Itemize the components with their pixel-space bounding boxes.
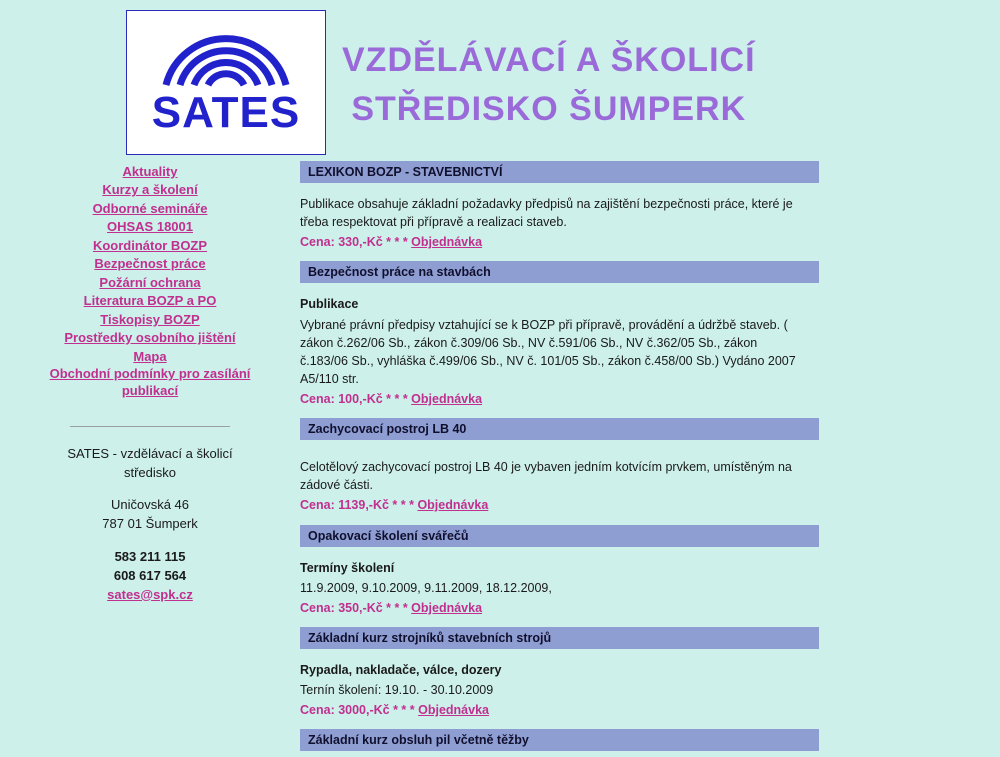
- page-header: [0, 0, 1000, 155]
- section-subheading: Publikace: [300, 297, 359, 312]
- phone-2: 608 617 564: [113, 567, 187, 583]
- page-title: [342, 36, 756, 135]
- sidebar-item-pozarni-ochrana[interactable]: Požární ochrana: [99, 274, 201, 290]
- section-body: [300, 440, 808, 518]
- order-link[interactable]: Objednávka: [411, 600, 483, 615]
- section-text: Vybrané právní předpisy vztahující se k BOZP při přípravě, provádění a údržbě staveb. ( zákon č.262/06 Sb., zákon č.309/06 Sb., NV č.591/06 Sb., NV č.362/05 Sb., zákon č.183/06 Sb., vyhláška č.499/06 Sb., NV č. 101/05 Sb., zákon č.458/00 Sb.) Vydáno 2007 A5/110 str.: [300, 317, 796, 386]
- company-phones: [50, 548, 250, 605]
- section-heading: Základní kurz obsluh pil včetně těžby: [300, 729, 819, 751]
- company-name: [50, 445, 250, 483]
- order-link[interactable]: Objednávka: [417, 498, 489, 513]
- section-text: Publikace obsahuje základní požadavky předpisů na zajištění bezpečnosti práce, které je třeba respektovat při přípravě a realizaci staveb.: [300, 197, 793, 230]
- section-zakladni-kurz-strojniku: [300, 627, 970, 723]
- price-label: Cena: 3000,-Kč * * *: [300, 703, 415, 718]
- company-line-1: SATES - vzdělávací a školicí: [67, 445, 233, 461]
- company-line-2: středisko: [123, 464, 177, 480]
- section-text: Celotělový zachycovací postroj LB 40 je vybaven jedním kotvícím prvkem, umístěným na zádové části.: [300, 460, 792, 493]
- price-label: Cena: 330,-Kč * * *: [300, 235, 408, 250]
- sidebar-item-aktuality[interactable]: Aktuality: [122, 164, 178, 179]
- sidebar-item-koordinator-bozp[interactable]: Koordinátor BOZP: [92, 237, 208, 253]
- section-lexikon-bozp: [300, 161, 970, 255]
- section-subheading: Termíny školení: [300, 560, 395, 575]
- sates-logo: [126, 10, 326, 155]
- logo-icon: [136, 19, 316, 147]
- section-heading: LEXIKON BOZP - STAVEBNICTVÍ: [300, 161, 819, 183]
- order-link[interactable]: Objednávka: [411, 392, 483, 406]
- section-zakladni-kurz-obsluh-pil: [300, 729, 970, 751]
- sidebar-item-obchodni-podminky[interactable]: Obchodní podmínky pro zasílání publikací: [49, 365, 251, 398]
- sidebar-item-literatura-bozp-a-po[interactable]: Literatura BOZP a PO: [83, 293, 217, 309]
- sidebar-item-kurzy-a-skoleni[interactable]: Kurzy a školení: [102, 182, 198, 198]
- section-price-row: [300, 701, 800, 719]
- sidebar-item-prostredky-osobniho-jisteni[interactable]: Prostředky osobního jištění: [64, 330, 236, 346]
- sidebar-item-ohsas-18001[interactable]: OHSAS 18001: [107, 219, 193, 235]
- sidebar-nav: [0, 163, 300, 400]
- main-content: [300, 155, 970, 757]
- sidebar-divider: [70, 426, 230, 427]
- section-heading: Opakovací školení svářečů: [300, 525, 819, 547]
- price-label: Cena: 1139,-Kč * * *: [300, 498, 414, 513]
- contact-block: [50, 445, 250, 605]
- section-body: [300, 183, 808, 255]
- section-zachycovaci-postroj-lb40: [300, 418, 970, 518]
- section-heading: Zachycovací postroj LB 40: [300, 418, 819, 440]
- section-text: Ternín školení: 19.10. - 30.10.2009: [300, 683, 494, 697]
- section-price-row: [300, 233, 800, 251]
- section-price-row: [300, 599, 800, 617]
- email-link[interactable]: sates@spk.cz: [107, 586, 193, 602]
- sidebar: [0, 155, 300, 619]
- section-price-row: [300, 496, 800, 514]
- section-text: 11.9.2009, 9.10.2009, 9.11.2009, 18.12.2009,: [300, 580, 552, 595]
- phone-1: 583 211 115: [114, 549, 186, 565]
- title-line-2: STŘEDISKO ŠUMPERK: [351, 90, 747, 129]
- order-link[interactable]: Objednávka: [418, 703, 489, 718]
- company-address: [50, 496, 250, 534]
- sidebar-item-tiskopisy-bozp[interactable]: Tiskopisy BOZP: [100, 311, 200, 327]
- sidebar-item-bezpecnost-prace[interactable]: Bezpečnost práce: [94, 256, 206, 272]
- section-bezpecnost-prace-na-stavbach: [300, 261, 970, 412]
- section-heading: Základní kurz strojníků stavebních strojů: [300, 627, 819, 649]
- section-subheading: Rypadla, nakladače, válce, dozery: [300, 662, 502, 677]
- section-opakovaci-skoleni-svarecu: [300, 525, 970, 621]
- title-line-1: VZDĚLÁVACÍ A ŠKOLICÍ: [342, 41, 756, 79]
- body-area: [0, 155, 1000, 757]
- section-body: [300, 649, 808, 723]
- order-link[interactable]: Objednávka: [411, 235, 483, 250]
- sidebar-item-odborne-seminare[interactable]: Odborné semináře: [92, 200, 208, 216]
- address-street: Uničovská 46: [110, 497, 190, 513]
- price-label: Cena: 100,-Kč * * *: [300, 392, 408, 406]
- section-body: [300, 283, 808, 412]
- sidebar-item-mapa[interactable]: Mapa: [133, 348, 167, 364]
- section-heading: Bezpečnost práce na stavbách: [300, 261, 819, 283]
- price-label: Cena: 350,-Kč * * *: [300, 600, 408, 615]
- section-body: [300, 547, 808, 621]
- address-city: 787 01 Šumperk: [102, 516, 198, 532]
- svg-text:SATES: SATES: [151, 87, 301, 137]
- section-price-row: [300, 390, 800, 408]
